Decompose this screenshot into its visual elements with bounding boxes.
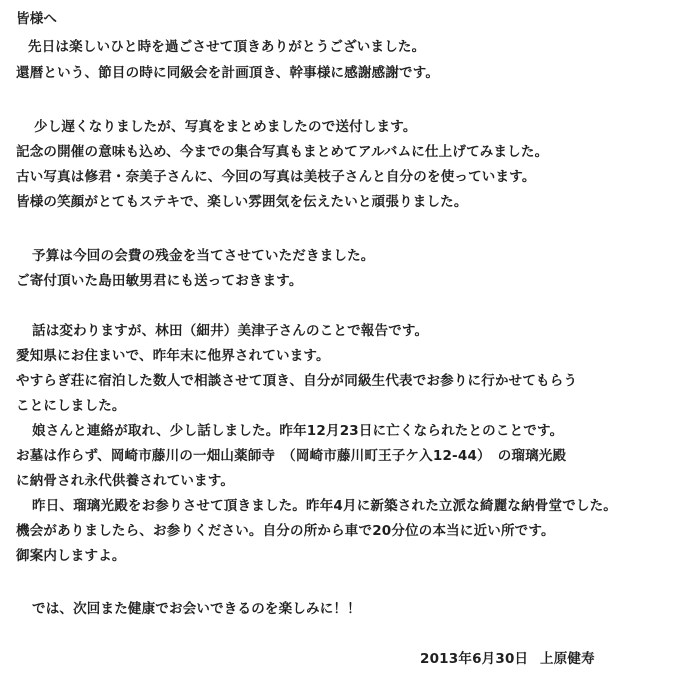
paragraph3-line1: 予算は今回の会費の残金を当てさせていただきました。: [32, 248, 375, 264]
paragraph1-line2: 還暦という、節目の時に同級会を計画頂き、幹事様に感謝感謝です。: [16, 65, 440, 81]
paragraph4-line4: ことにしました。: [16, 398, 126, 414]
paragraph4-line3: やすらぎ荘に宿泊した数人で相談させて頂き、自分が同級生代表でお参りに行かせてもらう: [16, 373, 578, 389]
paragraph4-line1: 話は変わりますが、林田（細井）美津子さんのことで報告です。: [32, 323, 429, 339]
paragraph4-line7: に納骨され永代供養されています。: [16, 473, 235, 489]
paragraph2-line1: 少し遅くなりましたが、写真をまとめましたので送付します。: [34, 119, 417, 135]
paragraph1-line1: 先日は楽しいひと時を過ごさせて頂きありがとうございました。: [28, 39, 426, 55]
signature-name: 上原健寿: [540, 651, 595, 667]
paragraph2-line3: 古い写真は修君・奈美子さんに、今回の写真は美枝子さんと自分のを使っています。: [16, 169, 536, 185]
paragraph4-line10: 御案内しますよ。: [16, 548, 126, 564]
paragraph4-line8: 昨日、瑠璃光殿をお参りさせて頂きました。昨年4月に新築された立派な綺麗な納骨堂でした。: [32, 498, 617, 514]
paragraph4-line2: 愛知県にお住まいで、昨年末に他界されています。: [16, 348, 330, 364]
paragraph4-line9: 機会がありましたら、お参りください。自分の所から車で20分位の本当に近い所です。: [16, 523, 555, 539]
closing-line: では、次回また健康でお会いできるのを楽しみに！！: [32, 601, 361, 617]
paragraph2-line2: 記念の開催の意味も込め、今までの集合写真もまとめてアルバムに仕上げてみました。: [16, 144, 549, 160]
paragraph4-line5: 娘さんと連絡が取れ、少し話しました。昨年12月23日に亡くなられたとのことです。: [32, 423, 564, 439]
salutation: 皆様へ: [16, 11, 58, 27]
signature-date: 2013年6月30日: [420, 651, 529, 667]
paragraph3-line2: ご寄付頂いた島田敏男君にも送っておきます。: [16, 273, 303, 289]
paragraph4-line6: お墓は作らず、岡崎市藤川の一畑山薬師寺 （岡崎市藤川町王子ケ入12-44） の瑠璃光殿: [16, 448, 567, 464]
paragraph2-line4: 皆様の笑顔がとてもステキで、楽しい雰囲気を伝えたいと頑張りました。: [16, 194, 468, 210]
